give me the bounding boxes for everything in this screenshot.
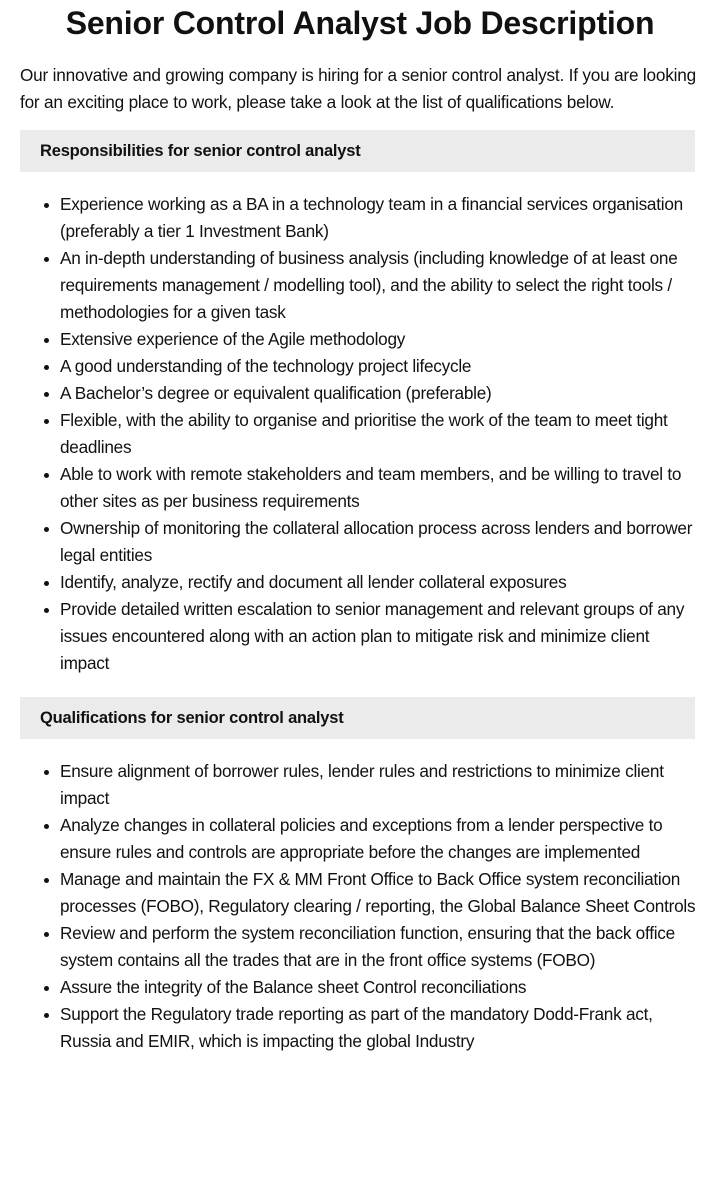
list-item <box>60 974 700 1001</box>
list-item-text: Extensive experience of the Agile methodology <box>60 329 406 349</box>
list-item <box>60 758 700 812</box>
list-item <box>60 326 700 353</box>
list-item <box>60 461 700 515</box>
bullet-icon <box>44 1013 49 1018</box>
bullet-icon <box>44 878 49 883</box>
list-item <box>60 812 700 866</box>
list-item-text: Experience working as a BA in a technology team in a financial services organisation (preferably a tier 1 Investment Bank) <box>60 194 683 241</box>
list-item <box>60 407 700 461</box>
list-item <box>60 191 700 245</box>
list-item-text: Ensure alignment of borrower rules, lender rules and restrictions to minimize client impact <box>60 761 664 808</box>
list-item <box>60 920 700 974</box>
list-item-text: Flexible, with the ability to organise and prioritise the work of the team to meet tight deadlines <box>60 410 668 457</box>
responsibilities-heading: Responsibilities for senior control analyst <box>40 141 361 160</box>
bullet-icon <box>44 986 49 991</box>
bullet-icon <box>44 338 49 343</box>
list-item <box>60 353 700 380</box>
bullet-icon <box>44 473 49 478</box>
bullet-icon <box>44 608 49 613</box>
page-title: Senior Control Analyst Job Description <box>65 5 655 41</box>
list-item-text: Review and perform the system reconciliation function, ensuring that the back office system contains all the trades that are in the front office systems (FOBO) <box>60 923 675 970</box>
responsibilities-header <box>20 130 695 172</box>
list-item-text: Provide detailed written escalation to senior management and relevant groups of any issues encountered along with an action plan to mitigate risk and minimize client impact <box>60 599 685 673</box>
qualifications-heading: Qualifications for senior control analyst <box>40 708 344 727</box>
bullet-icon <box>44 419 49 424</box>
list-item <box>60 596 700 677</box>
bullet-icon <box>44 770 49 775</box>
qualifications-list <box>20 758 700 1055</box>
bullet-icon <box>44 203 49 208</box>
qualifications-section <box>20 697 700 1055</box>
list-item <box>60 866 700 920</box>
list-item-text: Able to work with remote stakeholders and team members, and be willing to travel to other sites as per business requirements <box>60 464 682 511</box>
bullet-icon <box>44 365 49 370</box>
list-item-text: Ownership of monitoring the collateral allocation process across lenders and borrower legal entities <box>60 518 693 565</box>
bullet-icon <box>44 257 49 262</box>
list-item-text: Analyze changes in collateral policies and exceptions from a lender perspective to ensure rules and controls are appropriate before the changes are implemented <box>60 815 663 862</box>
bullet-icon <box>44 824 49 829</box>
list-item <box>60 515 700 569</box>
list-item-text: A good understanding of the technology project lifecycle <box>60 356 472 376</box>
responsibilities-section <box>20 130 700 677</box>
list-item-text: A Bachelor’s degree or equivalent qualification (preferable) <box>60 383 492 403</box>
intro-paragraph: Our innovative and growing company is hiring for a senior control analyst. If you are looking for an exciting place to work, please take a look at the list of qualifications below. <box>20 65 696 112</box>
list-item <box>60 569 700 596</box>
list-item-text: Support the Regulatory trade reporting as part of the mandatory Dodd-Frank act, Russia and EMIR, which is impacting the global Industry <box>60 1004 653 1051</box>
qualifications-header <box>20 697 695 739</box>
list-item <box>60 380 700 407</box>
bullet-icon <box>44 932 49 937</box>
list-item-text: Manage and maintain the FX & MM Front Office to Back Office system reconciliation processes (FOBO), Regulatory clearing / reporting, the Global Balance Sheet Controls <box>60 869 696 916</box>
responsibilities-list <box>20 191 700 677</box>
list-item <box>60 1001 700 1055</box>
list-item-text: Identify, analyze, rectify and document all lender collateral exposures <box>60 572 567 592</box>
list-item-text: Assure the integrity of the Balance sheet Control reconciliations <box>60 977 527 997</box>
list-item-text: An in-depth understanding of business analysis (including knowledge of at least one requirements management / modelling tool), and the ability to select the right tools / methodologies for a given task <box>60 248 678 322</box>
bullet-icon <box>44 527 49 532</box>
list-item <box>60 245 700 326</box>
bullet-icon <box>44 392 49 397</box>
bullet-icon <box>44 581 49 586</box>
